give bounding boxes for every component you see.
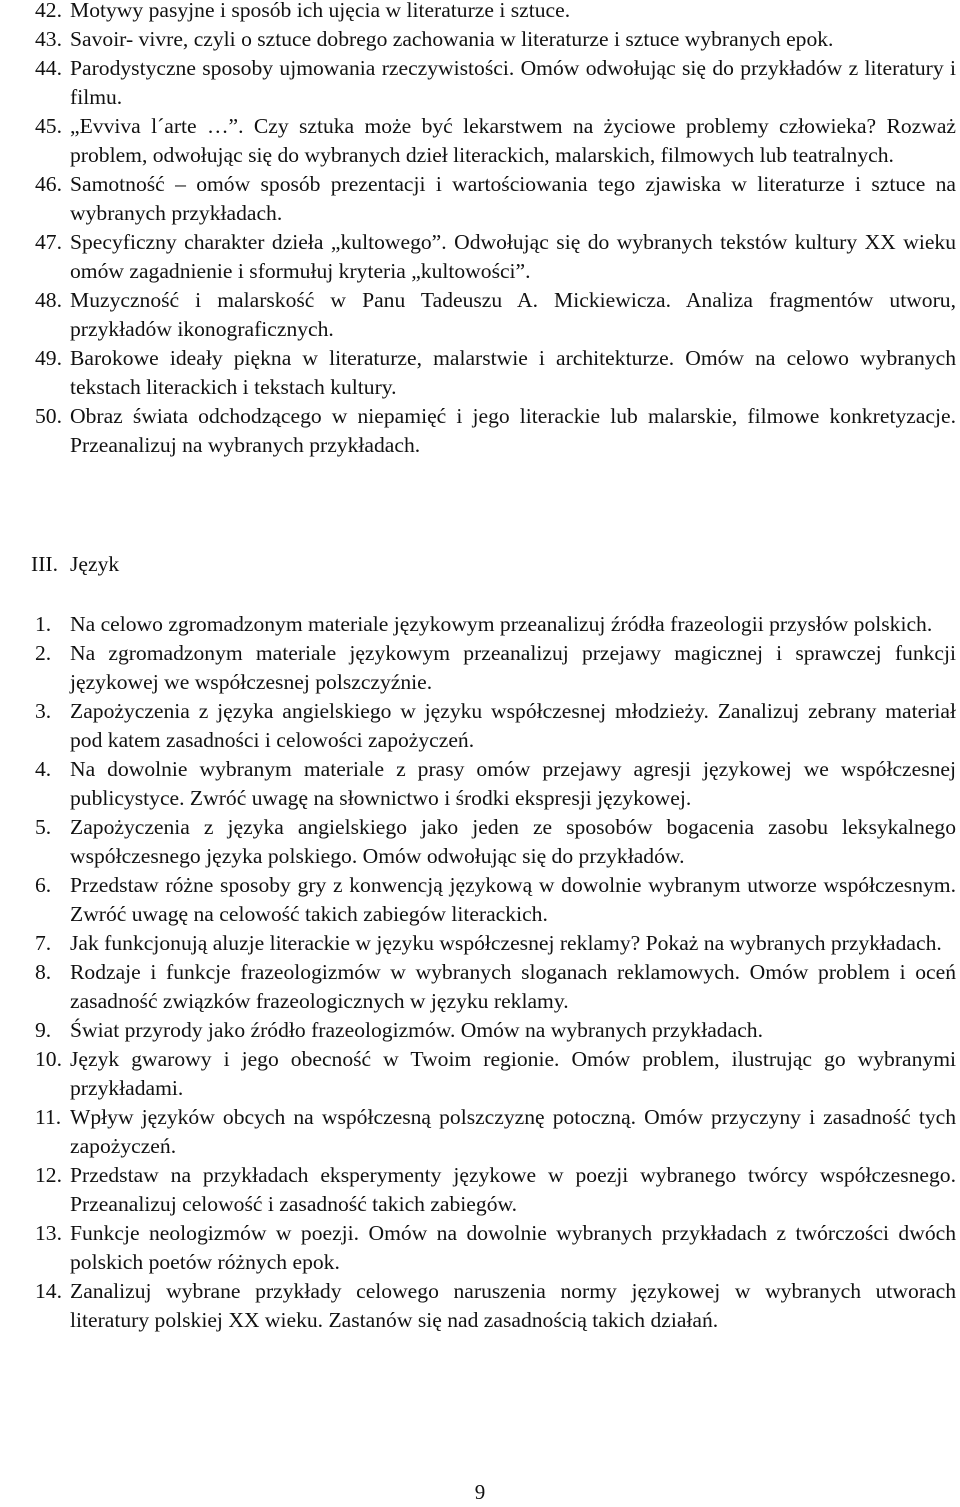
item-text: Na zgromadzonym materiale językowym przeanalizuj przejawy magicznej i sprawczej funkcji językowej we współczesnej polszczyźnie.	[70, 641, 956, 694]
language-topic-list	[0, 610, 960, 1335]
item-number: 2.	[35, 641, 52, 665]
list-item	[0, 1045, 960, 1103]
item-text: Funkcje neologizmów w poezji. Omów na dowolnie wybranych przykładach z twórczości dwóch polskich poetów różnych epok.	[70, 1221, 956, 1274]
item-number: 3.	[35, 699, 52, 723]
list-item	[0, 871, 960, 929]
list-item	[0, 228, 960, 286]
item-text: Zapożyczenia z języka angielskiego w języku współczesnej młodzieży. Zanalizuj zebrany materiał pod katem zasadności i celowości zapożyczeń.	[70, 699, 956, 752]
item-text: Jak funkcjonują aluzje literackie w języku współczesnej reklamy? Pokaż na wybranych przykładach.	[70, 931, 942, 955]
item-number: 13.	[35, 1221, 62, 1245]
item-text: „Evviva l´arte …”. Czy sztuka może być lekarstwem na życiowe problemy człowieka? Rozważ problem, odwołując się do wybranych dzieł literackich, malarskich, filmowych lub teatralnych.	[70, 114, 956, 167]
item-number: 11.	[35, 1105, 62, 1129]
item-text: Barokowe ideały piękna w literaturze, malarstwie i architekturze. Omów na celowo wybranych tekstach literackich i tekstach kultury.	[70, 346, 956, 399]
list-item	[0, 755, 960, 813]
list-item	[0, 1103, 960, 1161]
list-item	[0, 286, 960, 344]
item-text: Przedstaw różne sposoby gry z konwencją językową w dowolnie wybranym utworze współczesnym. Zwróć uwagę na celowość takich zabiegów literackich.	[70, 873, 956, 926]
list-item	[0, 112, 960, 170]
item-text: Na celowo zgromadzonym materiale językowym przeanalizuj źródła frazeologii przysłów polskich.	[70, 612, 933, 636]
item-text: Wpływ języków obcych na współczesną polszczyznę potoczną. Omów przyczyny i zasadność tych zapożyczeń.	[70, 1105, 956, 1158]
item-number: 5.	[35, 815, 52, 839]
item-text: Motywy pasyjne i sposób ich ujęcia w literaturze i sztuce.	[70, 0, 571, 22]
list-item	[0, 639, 960, 697]
item-number: 49.	[35, 346, 62, 370]
list-item	[0, 25, 960, 54]
list-item	[0, 610, 960, 639]
section-heading	[0, 550, 960, 579]
section-title: Język	[70, 552, 120, 576]
list-item	[0, 1161, 960, 1219]
item-text: Parodystyczne sposoby ujmowania rzeczywistości. Omów odwołując się do przykładów z literatury i filmu.	[70, 56, 956, 109]
item-text: Muzyczność i malarskość w Panu Tadeuszu A. Mickiewicza. Analiza fragmentów utworu, przykładów ikonograficznych.	[70, 288, 956, 341]
item-text: Specyficzny charakter dzieła „kultowego”. Odwołując się do wybranych tekstów kultury XX wieku omów zagadnienie i sformułuj kryteria „kultowości”.	[70, 230, 956, 283]
item-number: 46.	[35, 172, 62, 196]
item-number: 1.	[35, 612, 52, 636]
list-item	[0, 1219, 960, 1277]
item-text: Na dowolnie wybranym materiale z prasy omów przejawy agresji językowej we współczesnej publicystyce. Zwróć uwagę na słownictwo i środki ekspresji językowej.	[70, 757, 956, 810]
list-item	[0, 1277, 960, 1335]
item-number: 44.	[35, 56, 62, 80]
list-item	[0, 170, 960, 228]
item-number: 8.	[35, 960, 52, 984]
item-text: Język gwarowy i jego obecność w Twoim regionie. Omów problem, ilustrując go wybranymi przykładami.	[70, 1047, 956, 1100]
page-number: 9	[474, 1480, 486, 1504]
item-number: 9.	[35, 1018, 52, 1042]
item-number: 43.	[35, 27, 62, 51]
item-number: 45.	[35, 114, 62, 138]
item-text: Zanalizuj wybrane przykłady celowego naruszenia normy językowej w wybranych utworach literatury polskiej XX wieku. Zastanów się nad zasadnością takich działań.	[70, 1279, 956, 1332]
item-number: 42.	[35, 0, 62, 22]
item-number: 10.	[35, 1047, 62, 1071]
item-number: 48.	[35, 288, 62, 312]
item-number: 12.	[35, 1163, 62, 1187]
item-text: Savoir- vivre, czyli o sztuce dobrego zachowania w literaturze i sztuce wybranych epok.	[70, 27, 834, 51]
item-number: 4.	[35, 757, 52, 781]
item-number: 6.	[35, 873, 52, 897]
item-text: Samotność – omów sposób prezentacji i wartościowania tego zjawiska w literaturze i sztuce na wybranych przykładach.	[70, 172, 956, 225]
literature-topic-list	[0, 0, 960, 460]
list-item	[0, 697, 960, 755]
section-numeral: III.	[31, 552, 58, 576]
list-item	[0, 1016, 960, 1045]
item-number: 47.	[35, 230, 62, 254]
item-text: Świat przyrody jako źródło frazeologizmów. Omów na wybranych przykładach.	[70, 1018, 763, 1042]
item-text: Zapożyczenia z języka angielskiego jako jeden ze sposobów bogacenia zasobu leksykalnego współczesnego języka polskiego. Omów odwołując się do przykładów.	[70, 815, 956, 868]
list-item	[0, 402, 960, 460]
item-number: 7.	[35, 931, 52, 955]
item-text: Rodzaje i funkcje frazeologizmów w wybranych sloganach reklamowych. Omów problem i oceń zasadność związków frazeologicznych w języku reklamy.	[70, 960, 956, 1013]
list-item	[0, 929, 960, 958]
list-item	[0, 0, 960, 25]
list-item	[0, 54, 960, 112]
item-number: 50.	[35, 404, 62, 428]
list-item	[0, 344, 960, 402]
list-item	[0, 958, 960, 1016]
item-text: Obraz świata odchodzącego w niepamięć i jego literackie lub malarskie, filmowe konkretyzacje. Przeanalizuj na wybranych przykładach.	[70, 404, 956, 457]
item-number: 14.	[35, 1279, 62, 1303]
list-item	[0, 813, 960, 871]
item-text: Przedstaw na przykładach eksperymenty językowe w poezji wybranego twórcy współczesnego. Przeanalizuj celowość i zasadność takich zabiegów.	[70, 1163, 956, 1216]
